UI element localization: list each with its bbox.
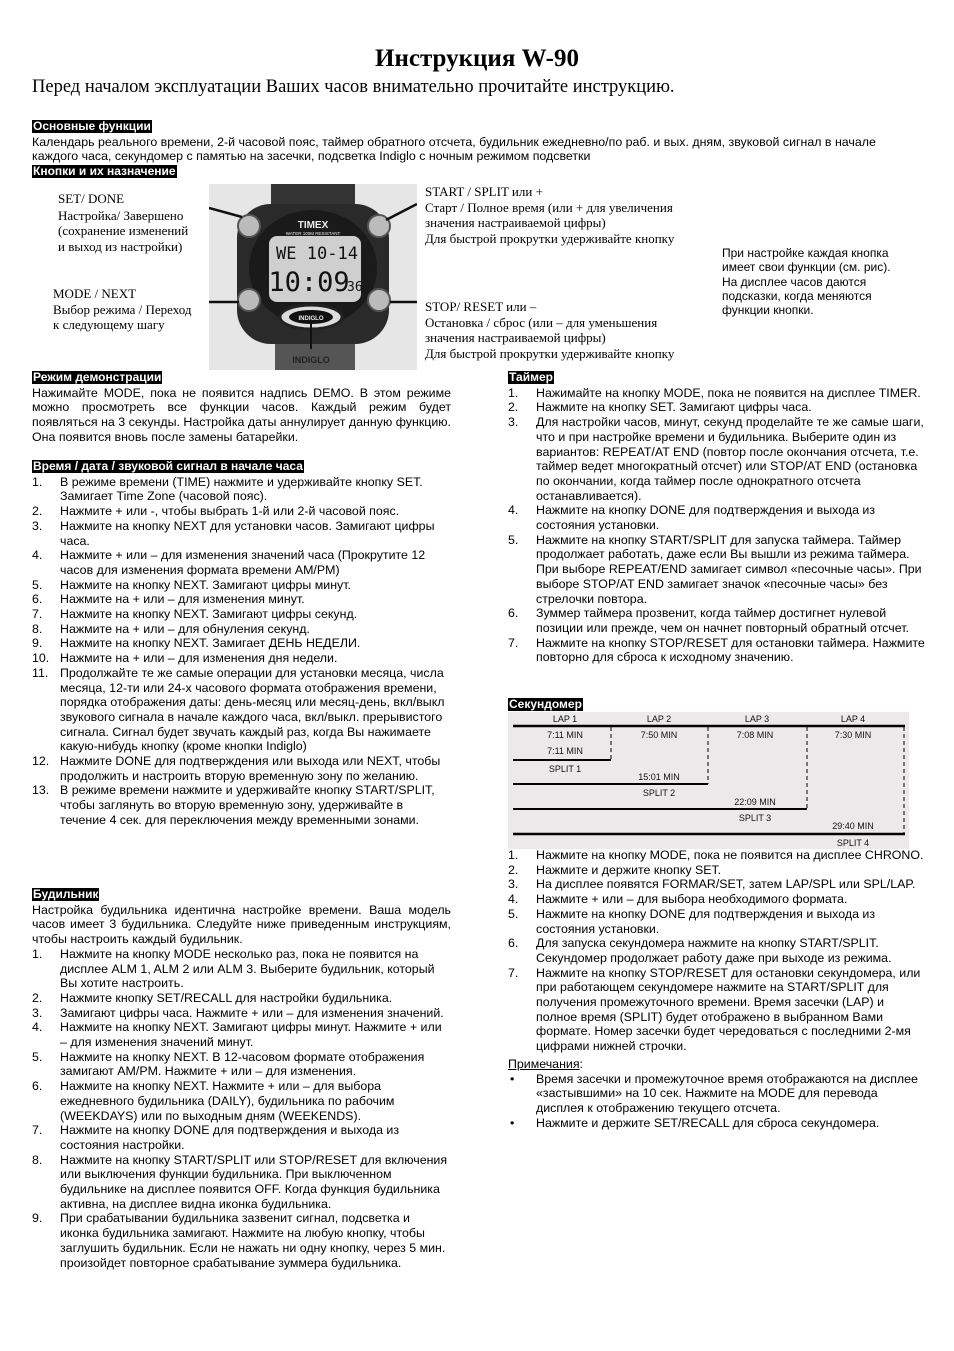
item-text: Нажмите на кнопку DONE для подтверждения и выхода из состояния установки. xyxy=(536,503,876,533)
set-desc: и выход из настройки) xyxy=(58,238,183,254)
chrono-section xyxy=(508,848,928,1130)
stop-desc: значения настраиваемой цифры) xyxy=(425,330,606,345)
item-text: Нажмите на кнопку STOP/RESET для остановки секундомера, или при работающем секундомере нажмите на START/SPLIT для получения промежуточного времени. Время засечки (LAP) и полное время (SPLIT) будет отображено в выбранном Вами формате. Номер засечки будет чередоваться с последними 2-мя цифрами нижней строчки. xyxy=(536,965,921,1054)
item-number: 2. xyxy=(508,862,519,877)
stop-title: STOP/ RESET или – xyxy=(425,299,537,314)
split-label: SPLIT 1 xyxy=(548,764,582,774)
mode-desc: Выбор режима / Переход xyxy=(53,301,192,317)
item-number: 3. xyxy=(508,415,519,430)
item-number: 7. xyxy=(508,965,519,980)
item-text: В режиме времени нажмите и удерживайте кнопку START/SPLIT, чтобы заглянуть во вторую временную зону, удерживайте в течение 4 сек. для переключения между временными зонами. xyxy=(60,783,435,827)
timer-section xyxy=(508,370,928,665)
item-text: Нажмите + или – для выбора необходимого формата. xyxy=(536,892,848,907)
list-item xyxy=(508,415,928,503)
item-text: Нажмите на кнопку MODE, пока не появится на дисплее CHRONO. xyxy=(536,848,924,862)
item-number: 3. xyxy=(508,877,519,892)
start-desc: значения настраиваемой цифры) xyxy=(425,215,606,230)
bullet-icon: • xyxy=(510,1071,515,1086)
demo-section xyxy=(32,370,451,445)
list-item xyxy=(32,666,451,754)
item-number: 5. xyxy=(32,577,43,592)
split-time: 29:40 MIN xyxy=(832,821,874,831)
item-text: Нажмите и держите кнопку SET. xyxy=(536,862,722,877)
watch-display-date: WE 10-14 xyxy=(276,244,358,264)
list-item xyxy=(32,607,451,622)
item-number: 5. xyxy=(32,1049,43,1064)
bullet-icon: • xyxy=(510,1115,515,1130)
split-label: SPLIT 4 xyxy=(836,838,870,848)
item-text: Нажмите на кнопку MODE несколько раз, пока не появится на дисплее ALM 1, ALM 2 или ALM 3. Выберите будильник, который Вы хотите настроить. xyxy=(60,946,435,991)
lap-label: LAP 4 xyxy=(840,714,866,724)
item-text: В режиме времени (TIME) нажмите и удерживайте кнопку SET. Замигает Time Zone (часовой пояс). xyxy=(60,474,423,504)
item-number: 8. xyxy=(32,621,43,636)
list-item xyxy=(508,606,928,635)
set-desc: Настройка/ Завершено xyxy=(58,207,184,223)
basic-text: Календарь реального времени, 2-й часовой пояс, таймер обратного отсчета, будильник ежедневно/по раб. и вых. дням, звуковой сигнал в начале каждого часа, секундомер с памятью на засечки, подсветка Indiglo с ночным режимом подсветки xyxy=(32,134,876,164)
item-number: 3. xyxy=(32,1005,43,1020)
list-item xyxy=(508,966,928,1054)
item-text: Продолжайте те же самые операции для установки месяца, числа месяца, 12-ти или 24-х часового формата отображения времени, порядка отображения даты: день-месяц или месяц-день, вкл/выкл звукового сигнала в начале каждого часа, вкл/выкл. прерывистого сигнала. Сигнал будет звучать каждый раз, когда Вы нажимаете какую-нибудь кнопку (кроме кнопки Indiglo) xyxy=(60,665,445,754)
lap-label: LAP 1 xyxy=(552,714,578,724)
item-text: Нажимайте на кнопку MODE, пока не появится на дисплее TIMER. xyxy=(536,385,921,400)
lap-label: LAP 3 xyxy=(744,714,770,724)
notes-heading: Примечания xyxy=(508,1056,580,1071)
list-item xyxy=(508,907,928,936)
list-item xyxy=(508,863,928,878)
mode-next-label xyxy=(53,286,192,333)
item-number: 11. xyxy=(32,665,49,680)
item-number: 12. xyxy=(32,754,50,769)
section-heading: Основные функции xyxy=(33,119,151,133)
list-item xyxy=(508,877,928,892)
item-text: Замигают цифры часа. Нажмите + или – для изменения значений. xyxy=(60,1005,444,1020)
item-number: 1. xyxy=(32,474,43,489)
list-item xyxy=(32,1153,451,1212)
list-item xyxy=(508,892,928,907)
lap-time: 7:08 MIN xyxy=(736,730,774,740)
list-item xyxy=(32,504,451,519)
item-number: 6. xyxy=(508,606,519,621)
start-desc: Старт / Полное время (или + для увеличения xyxy=(425,199,673,215)
item-number: 2. xyxy=(32,504,43,519)
note-item xyxy=(508,1072,928,1116)
item-number: 4. xyxy=(32,548,43,563)
start-title: START / SPLIT или + xyxy=(425,184,543,199)
indiglo-button: INDIGLO xyxy=(298,316,324,322)
item-text: Нажмите на кнопку START/SPLIT или STOP/RESET для включения или выключения функции будильника. При выключенном будильнике на дисплее появится OFF. Когда функция будильника активна, на дисплее видна иконка будильника. xyxy=(60,1152,448,1211)
split-time: 7:11 MIN xyxy=(547,746,583,756)
list-item xyxy=(508,400,928,415)
item-text: При срабатывании будильника зазвенит сигнал, подсветка и иконка будильника замигают. Нажмите на любую кнопку, чтобы заглушить будильник. Если не нажать ни одну кнопку, через 5 мин. произойдет повторное срабатывание зуммера будильника. xyxy=(60,1211,446,1270)
item-text: Нажмите + или -, чтобы выбрать 1-й или 2-й часовой пояс. xyxy=(60,504,400,519)
stop-desc: Для быстрой прокрутки удерживайте кнопку xyxy=(425,345,675,361)
item-number: 2. xyxy=(32,990,43,1005)
note-line: подсказки, когда меняются xyxy=(722,288,872,303)
set-desc: (сохранение изменений xyxy=(58,223,189,238)
split-time: 15:01 MIN xyxy=(638,772,680,782)
item-text: Нажмите на кнопку STOP/RESET для остановки таймера. Нажмите повторно для сброса к исходному значению. xyxy=(536,635,925,665)
split-label: SPLIT 3 xyxy=(738,813,772,823)
item-number: 9. xyxy=(32,636,43,651)
split-time: 22:09 MIN xyxy=(734,797,776,807)
lap-label: LAP 2 xyxy=(646,714,672,724)
item-text: Нажмите DONE для подтверждения или выхода или NEXT, чтобы продолжить и настроить вторую временную зону по желанию. xyxy=(60,754,441,783)
item-number: 6. xyxy=(32,1079,43,1094)
item-number: 13. xyxy=(32,783,50,798)
note-line: На дисплее часов даются xyxy=(722,274,867,289)
list-item xyxy=(32,1123,451,1152)
item-text: Нажмите на + или – для изменения минут. xyxy=(60,592,305,607)
list-item xyxy=(32,592,451,607)
demo-text: Нажимайте MODE, пока не появится надпись DEMO. В этом режиме можно просмотреть все функции часов. Каждый режим будет появляться на 3 секунды. Настройка даты аннулирует данную функцию. Она появится вновь после замены батарейки. xyxy=(32,385,451,444)
list-item xyxy=(32,1211,451,1270)
item-number: 10. xyxy=(32,651,50,666)
item-text: Нажмите на кнопку NEXT для установки часов. Замигают цифры часа. xyxy=(60,518,435,548)
list-item xyxy=(32,636,451,651)
item-text: Нажмите кнопку SET/RECALL для настройки будильника. xyxy=(60,990,393,1005)
section-heading: Таймер xyxy=(509,370,553,384)
list-item xyxy=(508,848,928,863)
item-number: 2. xyxy=(508,400,519,415)
list-item xyxy=(32,622,451,637)
section-heading: Будильник xyxy=(33,887,99,901)
item-number: 7. xyxy=(32,1123,43,1138)
watch-illustration xyxy=(209,184,417,370)
time-section xyxy=(32,459,451,828)
note-line: функции кнопки. xyxy=(722,303,814,318)
section-heading: Время / дата / звуковой сигнал в начале часа xyxy=(33,459,303,473)
item-text: Нажмите на кнопку NEXT. Замигают цифры минут. Нажмите + или – для изменения значений минут. xyxy=(60,1020,442,1050)
section-heading: Кнопки и их назначение xyxy=(33,164,176,179)
alarm-section xyxy=(32,887,451,1270)
note-item xyxy=(508,1116,928,1131)
alarm-steps xyxy=(32,947,451,1270)
item-number: 4. xyxy=(508,503,519,518)
list-item xyxy=(32,475,451,504)
list-item xyxy=(32,1006,451,1021)
item-text: Время засечки и промежуточное время отображаются на дисплее «застывшими» на 10 сек. Нажмите на MODE для перевода дисплея к отображению текущего отсчета. xyxy=(536,1071,918,1115)
list-item xyxy=(508,533,928,607)
mode-desc: к следующему шагу xyxy=(53,317,165,332)
basic-section xyxy=(32,119,912,179)
list-item xyxy=(32,783,451,827)
watch-display-seconds: 36 xyxy=(347,280,363,295)
item-number: 6. xyxy=(508,936,519,951)
indiglo-label: INDIGLO xyxy=(292,355,330,365)
item-text: Нажмите на кнопку NEXT. Замигают цифры минут. xyxy=(60,577,351,592)
list-item xyxy=(32,1079,451,1123)
section-heading: Секундомер xyxy=(509,697,582,711)
start-split-label xyxy=(425,184,674,246)
item-text: Нажмите на + или – для обнуления секунд. xyxy=(60,621,310,636)
timer-steps xyxy=(508,386,928,665)
item-text: Для запуска секундомера нажмите на кнопку START/SPLIT. Секундомер продолжает работу даже при выходе из режима. xyxy=(536,936,892,965)
list-item xyxy=(32,991,451,1006)
item-number: 1. xyxy=(508,385,519,400)
list-item xyxy=(32,754,451,783)
item-number: 8. xyxy=(32,1152,43,1167)
item-text: Нажмите на кнопку DONE для подтверждения и выхода из состояния настройки. xyxy=(60,1123,400,1152)
list-item xyxy=(32,651,451,666)
chrono-heading-wrap xyxy=(508,697,583,712)
list-item xyxy=(508,936,928,965)
item-text: Нажмите на кнопку NEXT. Нажмите + или – для выбора ежедневного будильника (DAILY), будильника по рабочим (WEEKDAYS) или по выходным дням (WEEKENDS). xyxy=(60,1079,395,1123)
item-text: Нажмите на кнопку START/SPLIT для запуска таймера. Таймер продолжает работать, даже если Вы вышли из режима таймера. При выборе REPEAT/END замигает символ «песочные часы». При выборе STOP/AT END замигает значок «песочные часы» без стрелочки повтора. xyxy=(536,532,922,606)
set-done-label xyxy=(58,191,188,254)
note-line: При настройке каждая кнопка xyxy=(722,246,889,260)
list-item xyxy=(508,386,928,401)
item-number: 5. xyxy=(508,532,519,547)
item-text: Нажмите на кнопку NEXT. В 12-часовом формате отображения замигают AM/PM. Нажмите + или – для изменения. xyxy=(60,1049,425,1079)
stop-desc: Остановка / сброс (или – для уменьшения xyxy=(425,314,658,330)
lap-split-diagram xyxy=(508,712,909,849)
mode-title: MODE / NEXT xyxy=(53,286,137,301)
item-number: 4. xyxy=(508,892,519,907)
notes-colon: : xyxy=(579,1056,583,1071)
list-item xyxy=(508,636,928,665)
alarm-intro: Настройка будильника идентична настройке времени. Ваша модель часов имеет 3 будильника. Следуйте ниже приведенным инструкциям, чтобы настроить каждый будильник. xyxy=(32,902,451,947)
chrono-steps xyxy=(508,848,928,1054)
time-steps xyxy=(32,475,451,828)
start-desc: Для быстрой прокрутки удерживайте кнопку xyxy=(425,230,675,246)
buttons-note xyxy=(722,246,891,317)
item-text: Нажмите на кнопку DONE для подтверждения и выхода из состояния установки. xyxy=(536,906,876,936)
item-number: 6. xyxy=(32,592,43,607)
list-item xyxy=(32,947,451,991)
item-number: 7. xyxy=(508,635,519,650)
item-number: 4. xyxy=(32,1020,43,1035)
item-number: 5. xyxy=(508,906,519,921)
item-text: Нажмите на + или – для изменения дня недели. xyxy=(60,651,338,666)
watch-wr: WATER 100M RESISTANT xyxy=(285,231,341,236)
list-item xyxy=(32,519,451,548)
section-heading: Режим демонстрации xyxy=(33,370,162,384)
item-number: 1. xyxy=(508,848,519,862)
item-number: 7. xyxy=(32,607,43,622)
note-line: имеет свои функции (см. рис). xyxy=(722,260,891,275)
stop-reset-label xyxy=(425,299,674,361)
item-number: 1. xyxy=(32,946,43,961)
item-text: Нажмите на кнопку SET. Замигают цифры часа. xyxy=(536,400,812,415)
list-item xyxy=(32,1050,451,1079)
list-item xyxy=(32,548,451,577)
item-text: Для настройки часов, минут, секунд проделайте те же самые шаги, что и при настройке времени и будильника. Выберите один из вариантов: REPEAT/AT END (повтор после окончания отсчета, т.е. таймер ведет многократный отсчет) или STOP/AT END (остановка по окончании, когда таймер после однократного отсчета останавливается). xyxy=(536,415,924,503)
lap-time: 7:11 MIN xyxy=(547,730,583,740)
item-text: На дисплее появятся FORMAR/SET, затем LAP/SPL или SPL/LAP. xyxy=(536,877,916,892)
item-number: 9. xyxy=(32,1211,43,1226)
item-text: Нажмите на кнопку NEXT. Замигают цифры секунд. xyxy=(60,607,358,622)
item-text: Нажмите + или – для изменения значений часа (Прокрутите 12 часов для изменения формата времени AM/PM) xyxy=(60,548,426,577)
item-text: Нажмите на кнопку NEXT. Замигает ДЕНЬ НЕДЕЛИ. xyxy=(60,636,361,651)
lap-time: 7:50 MIN xyxy=(640,730,678,740)
item-text: Нажмите и держите SET/RECALL для сброса секундомера. xyxy=(536,1115,880,1130)
page-subtitle: Перед началом эксплуатации Ваших часов внимательно прочитайте инструкцию. xyxy=(32,77,675,97)
list-item xyxy=(32,578,451,593)
list-item xyxy=(508,503,928,532)
page-title: Инструкция W-90 xyxy=(375,45,579,72)
set-title: SET/ DONE xyxy=(58,191,125,206)
chrono-notes xyxy=(508,1072,928,1131)
split-label: SPLIT 2 xyxy=(642,788,676,798)
watch-brand: TIMEX xyxy=(297,220,329,231)
item-number: 3. xyxy=(32,518,43,533)
item-text: Зуммер таймера прозвенит, когда таймер достигнет нулевой позиции или прежде, чем он начнет повторный обратный отсчет. xyxy=(536,606,909,635)
list-item xyxy=(32,1020,451,1049)
watch-display-time: 10:09 xyxy=(268,267,350,298)
lap-time: 7:30 MIN xyxy=(834,730,872,740)
